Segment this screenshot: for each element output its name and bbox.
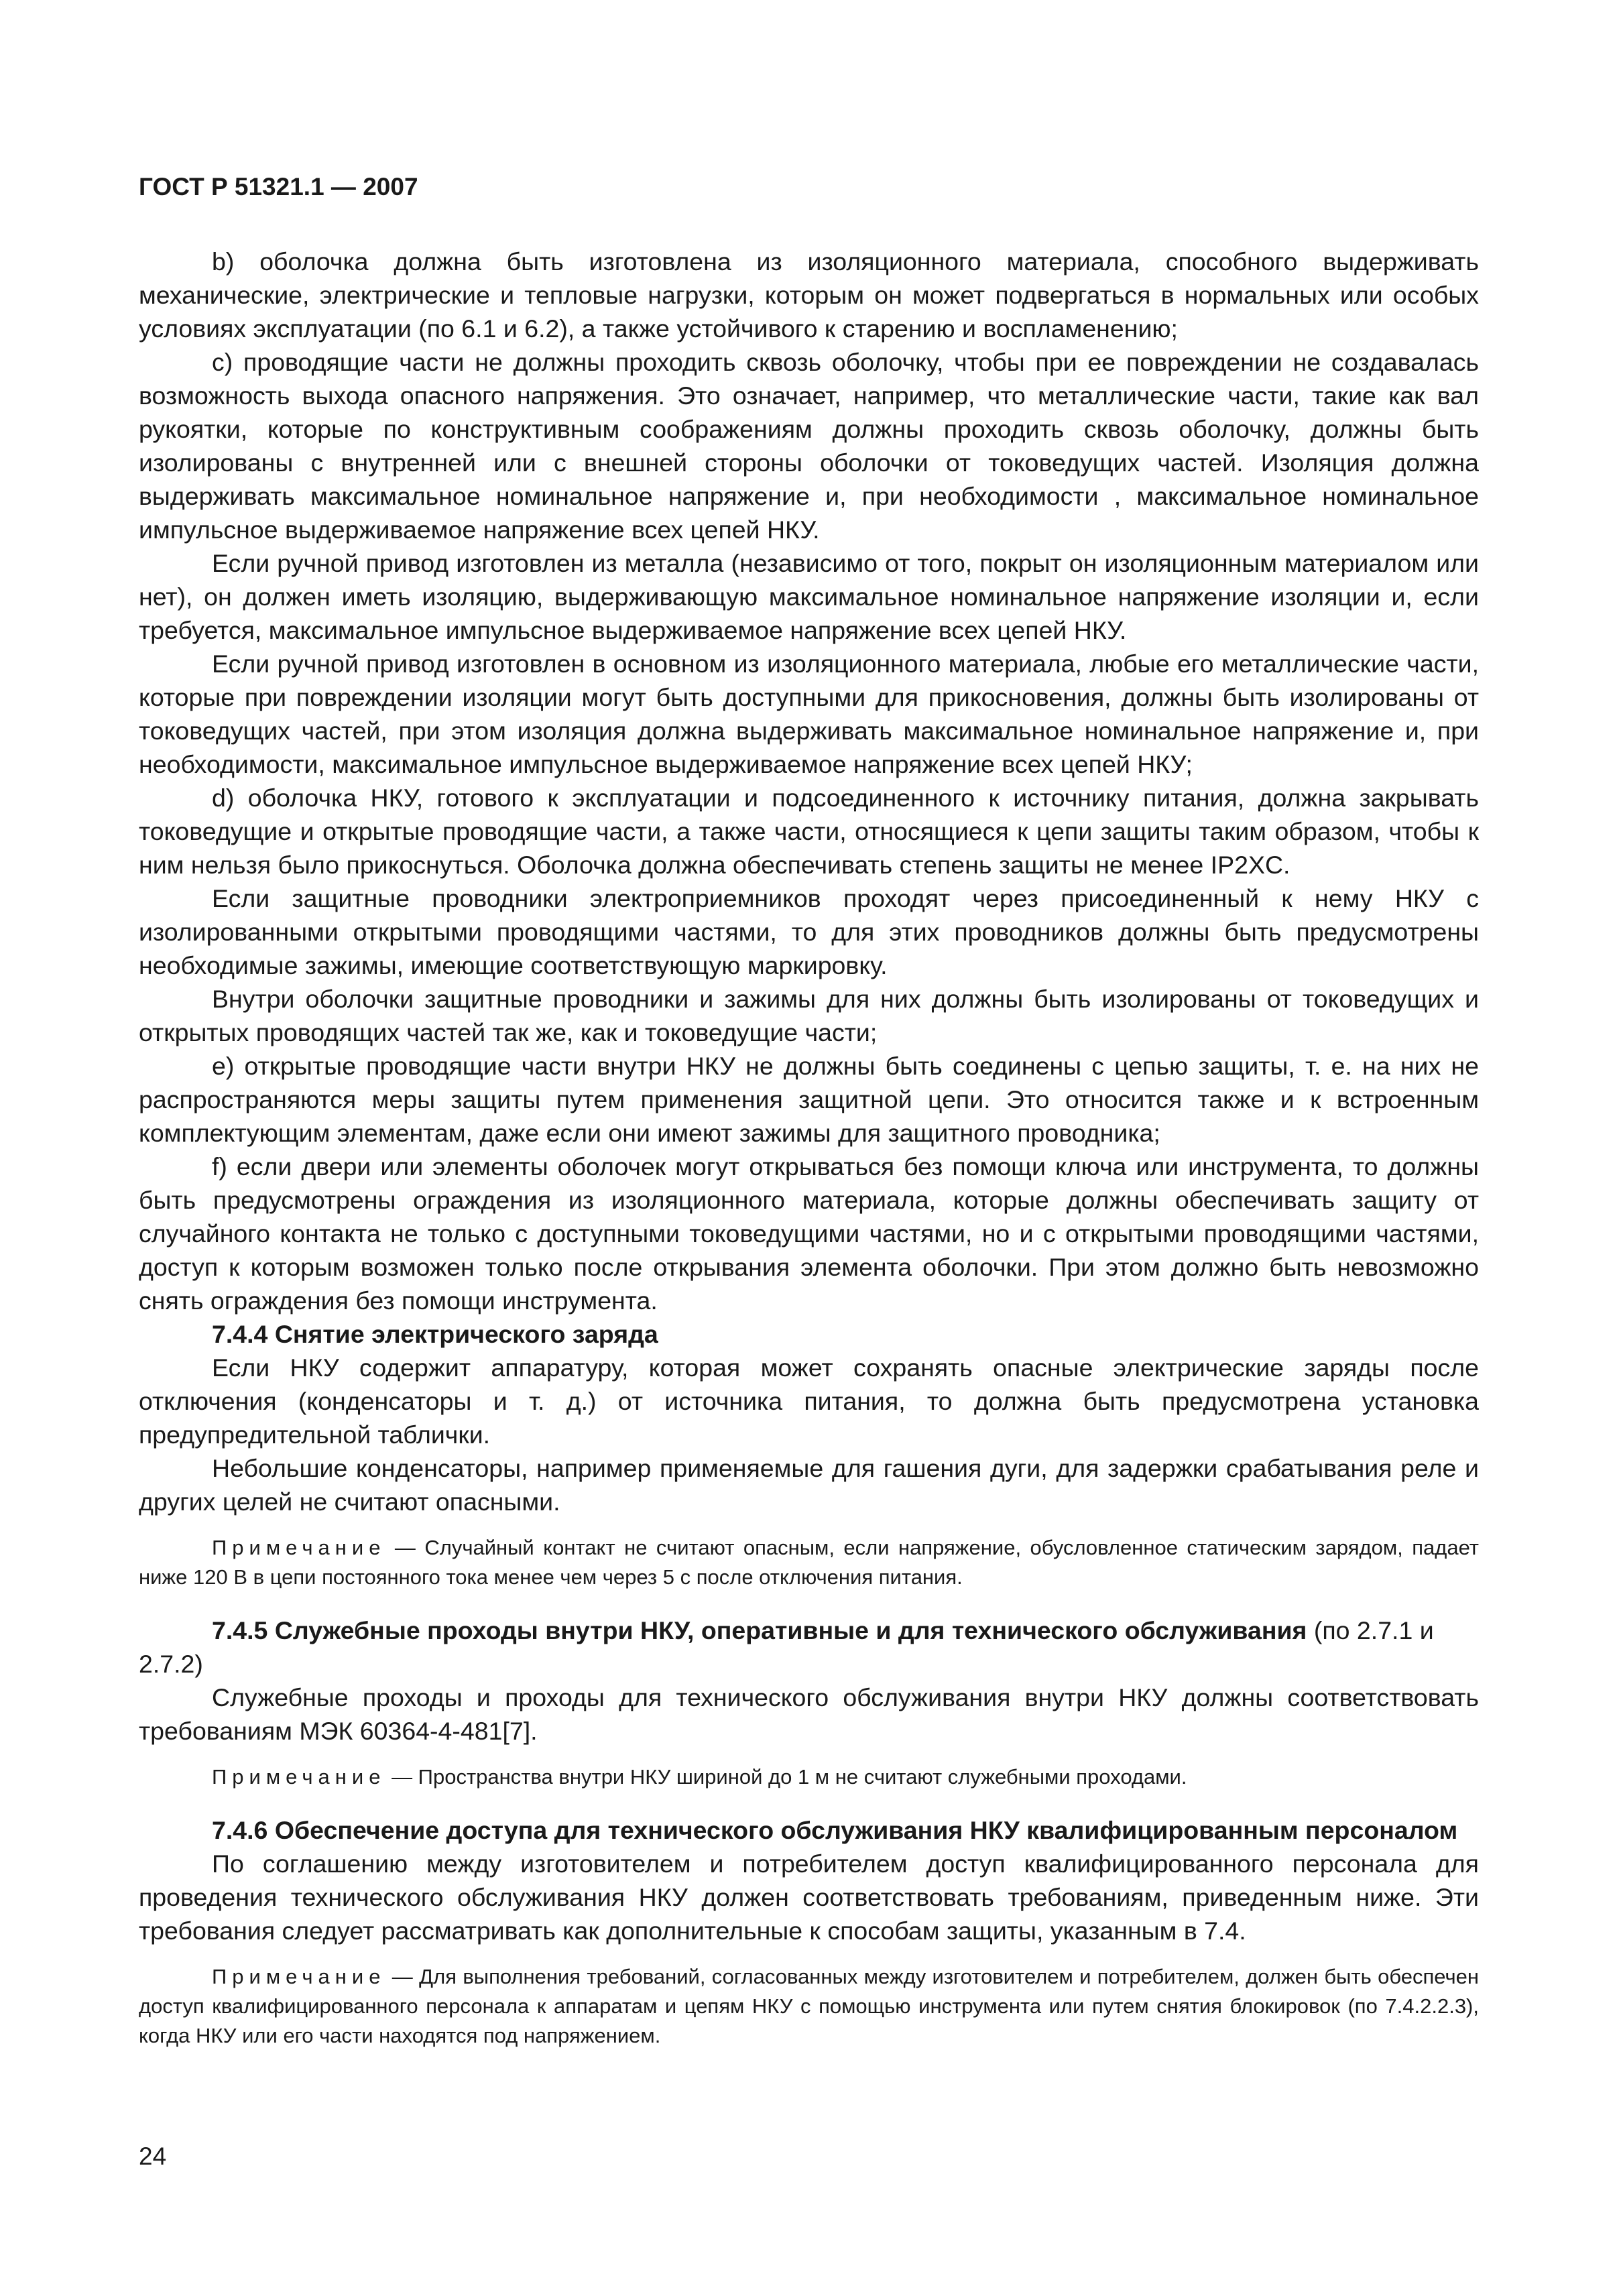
spacer (139, 1592, 1479, 1614)
paragraph-b: b) оболочка должна быть изготовлена из изоляционного материала, способного выдерживать механические, электрические и тепловые нагрузки, которым он может подвергаться в нормальных или особых условиях эксплуатации (по 6.1 и 6.2), а также устойчивого к старению и воспламенению; (139, 247, 1479, 343)
note-text: — Для выполнения требований, согласованных между изготовителем и потребителем, должен быть обеспечен доступ квалифицированного персонала к аппаратам и цепям НКУ с помощью инструмента или путем снятия блокировок (по 7.4.2.2.3), когда НКУ или его части находятся под напряжением. (139, 1965, 1479, 2047)
paragraph-7-4-6: По соглашению между изготовителем и потребителем доступ квалифицированного персонала для проведения технического обслуживания НКУ должен соответствовать требованиям, приведенным ниже. Эти требования следует рассматривать как дополнительные к способам защиты, указанным в 7.4. (139, 1850, 1479, 1945)
paragraph-d-conductors: Если защитные проводники электроприемников проходят через присоединенный к нему НКУ с изолированными открытыми проводящими частями, то для этих проводников должны быть предусмотрены необходимые зажимы, имеющие соответствующую маркировку. (139, 884, 1479, 979)
paragraph-c: c) проводящие части не должны проходить сквозь оболочку, чтобы при ее повреждении не создавалась возможность выхода опасного напряжения. Это означает, например, что металлические части, такие как вал рукоятки, которые по конструктивным соображениям должны проходить сквозь оболочку, должны быть изолированы с внутренней или с внешней стороны оболочки от токоведущих частей. Изоляция должна выдерживать максимальное номинальное напряжение и, при необходимости , максимальное номинальное импульсное выдерживаемое напряжение всех цепей НКУ. (139, 348, 1479, 544)
note-label: Примечание (212, 1765, 386, 1789)
note-7-4-6 (139, 1962, 1479, 2051)
note-text: — Случайный контакт не считают опасным, если напряжение, обусловленное статическим зарядом, падает ниже 120 В в цепи постоянного тока менее чем через 5 с после отключения питания. (139, 1536, 1479, 1589)
paragraph-c-insulating-drive: Если ручной привод изготовлен в основном из изоляционного материала, любые его металлические части, которые при повреждении изоляции могут быть доступными для прикосновения, должны быть изолированы от токоведущих частей, при этом изоляция должна выдерживать максимальное номинальное напряжение и, при необходимости, максимальное импульсное выдерживаемое напряжение всех цепей НКУ; (139, 650, 1479, 778)
document-header: ГОСТ Р 51321.1 — 2007 (139, 173, 418, 200)
paragraph-7-4-5: Служебные проходы и проходы для технического обслуживания внутри НКУ должны соответствовать требованиям МЭК 60364-4-481[7]. (139, 1683, 1479, 1745)
note-label: Примечание (212, 1536, 386, 1559)
section-heading-7-4-4: 7.4.4 Снятие электрического заряда (212, 1320, 658, 1348)
section-heading-7-4-5 (139, 1614, 1479, 1681)
spacer (139, 1748, 1479, 1762)
paragraph-c-metal-drive: Если ручной привод изготовлен из металла (независимо от того, покрыт он изоляционным материалом или нет), он должен иметь изоляцию, выдерживающую максимальное номинальное напряжение изоляции и, если требуется, максимальное импульсное выдерживаемое напряжение всех цепей НКУ. (139, 549, 1479, 644)
note-7-4-4 (139, 1533, 1479, 1592)
paragraph-d: d) оболочка НКУ, готового к эксплуатации и подсоединенного к источнику питания, должна закрывать токоведущие и открытые проводящие части, а также части, относящиеся к цепи защиты таким образом, чтобы к ним нельзя было прикоснуться. Оболочка должна обеспечивать степень защиты не менее IP2XC. (139, 784, 1479, 879)
section-heading-7-4-6: 7.4.6 Обеспечение доступа для технического обслуживания НКУ квалифицированным персоналом (212, 1816, 1458, 1844)
page-number: 24 (139, 2142, 167, 2170)
paragraph-7-4-4-b: Небольшие конденсаторы, например применяемые для гашения дуги, для задержки срабатывания реле и других целей не считают опасными. (139, 1454, 1479, 1516)
paragraph-d-inside: Внутри оболочки защитные проводники и зажимы для них должны быть изолированы от токоведущих и открытых проводящих частей так же, как и токоведущие части; (139, 985, 1479, 1046)
paragraph-7-4-4-a: Если НКУ содержит аппаратуру, которая может сохранять опасные электрические заряды после отключения (конденсаторы и т. д.) от источника питания, то должна быть предусмотрена установка предупредительной таблички. (139, 1353, 1479, 1449)
note-text: — Пространства внутри НКУ шириной до 1 м не считают служебными проходами. (392, 1765, 1187, 1789)
spacer (139, 1518, 1479, 1533)
document-body (139, 245, 1479, 2051)
note-7-4-5 (139, 1762, 1479, 1792)
note-label: Примечание (212, 1965, 386, 1988)
paragraph-e: e) открытые проводящие части внутри НКУ не должны быть соединены с цепью защиты, т. е. на них не распространяются меры защиты путем применения защитной цепи. Это относится также и к встроенным комплектующим элементам, даже если они имеют зажимы для защитного проводника; (139, 1052, 1479, 1147)
paragraph-f: f) если двери или элементы оболочек могут открываться без помощи ключа или инструмента, то должны быть предусмотрены ограждения из изоляционного материала, которые должны обеспечивать защиту от случайного контакта не только с доступными токоведущими частями, но и с открытыми проводящими частями, доступ к которым возможен только после открывания элемента оболочки. При этом должно быть невозможно снять ограждения без помощи инструмента. (139, 1152, 1479, 1315)
heading-text: 7.4.5 Служебные проходы внутри НКУ, оперативные и для технического обслуживания (212, 1616, 1307, 1644)
spacer (139, 1792, 1479, 1813)
heading-reference: (по 2.7.1 и 2.7.2) (139, 1616, 1434, 1678)
spacer (139, 1947, 1479, 1962)
